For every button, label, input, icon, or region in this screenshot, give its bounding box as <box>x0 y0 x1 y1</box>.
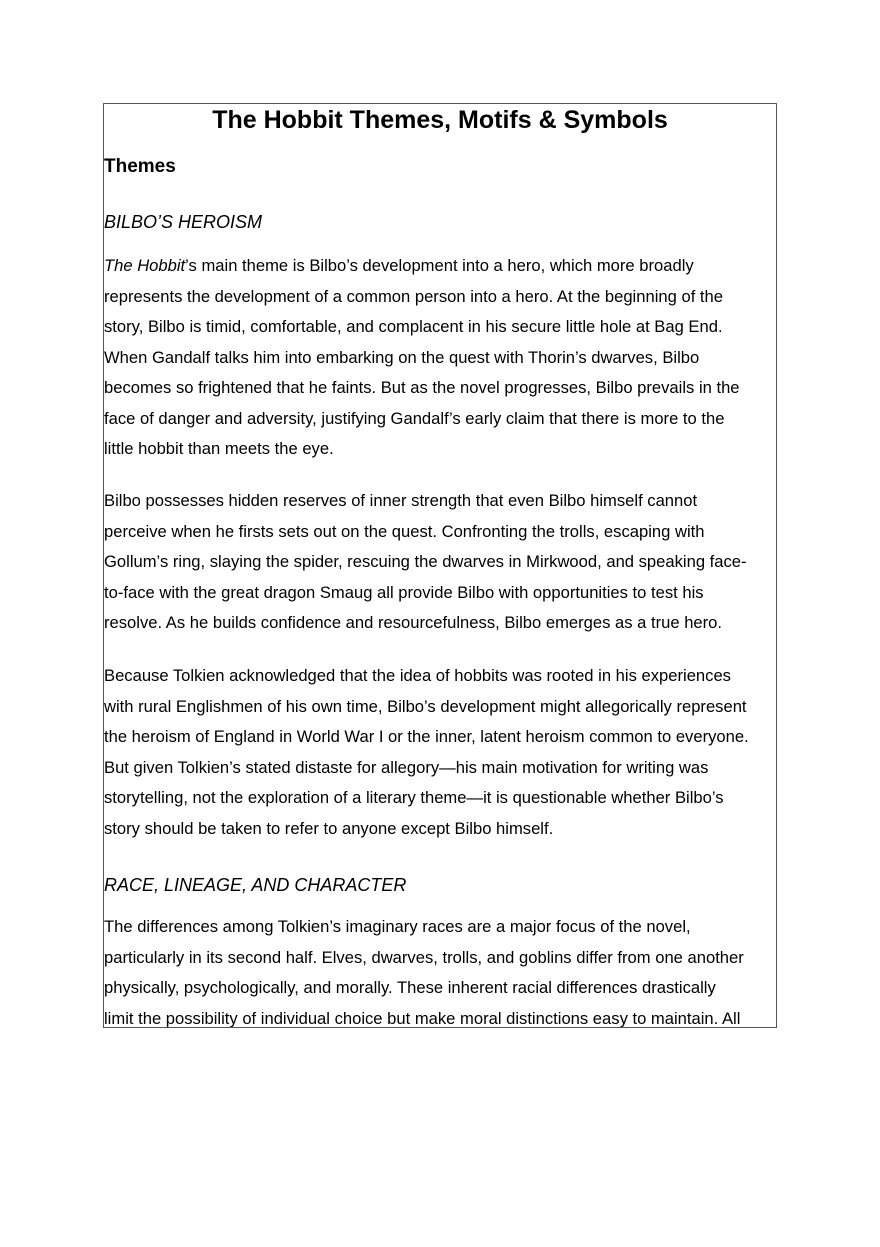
subheading-race-lineage: RACE, LINEAGE, AND CHARACTER <box>104 875 407 895</box>
paragraph-races <box>104 912 776 1028</box>
subheading-bilbos-heroism: BILBO’S HEROISM <box>104 212 263 232</box>
paragraph-line: The Hobbit’s main theme is Bilbo’s development into a hero, which more broadly <box>104 256 694 275</box>
paragraph-line: face of danger and adversity, justifying Gandalf’s early claim that there is more to the <box>104 408 725 428</box>
book-title-italic: The Hobbit <box>104 256 186 275</box>
paragraph-line: Because Tolkien acknowledged that the idea of hobbits was rooted in his experiences <box>104 666 731 685</box>
paragraph-tolkien-allegory <box>104 661 776 844</box>
section-heading-themes: Themes <box>104 156 176 177</box>
paragraph-line: perceive when he firsts sets out on the quest. Confronting the trolls, escaping with <box>104 521 705 541</box>
paragraph-line: story, Bilbo is timid, comfortable, and complacent in his secure little hole at Bag End. <box>104 317 723 336</box>
paragraph-line: When Gandalf talks him into embarking on the quest with Thorin’s dwarves, Bilbo <box>104 347 700 367</box>
paragraph-line: the heroism of England in World War I or the inner, latent heroism common to everyone. <box>104 727 749 746</box>
paragraph-line: represents the development of a common person into a hero. At the beginning of the <box>104 286 723 306</box>
paragraph-line: to-face with the great dragon Smaug all provide Bilbo with opportunities to test his <box>104 582 704 602</box>
paragraph-line: The differences among Tolkien’s imaginary races are a major focus of the novel, <box>104 917 691 936</box>
document-frame <box>103 103 777 1028</box>
paragraph-line: becomes so frightened that he faints. But as the novel progresses, Bilbo prevails in the <box>104 378 740 397</box>
paragraph-line: particularly in its second half. Elves, dwarves, trolls, and goblins differ from one another <box>104 947 744 967</box>
paragraph-line: Gollum’s ring, slaying the spider, rescuing the dwarves in Mirkwood, and speaking face- <box>104 552 747 571</box>
paragraph-line: physically, psychologically, and morally. These inherent racial differences drastically <box>104 978 716 997</box>
paragraph-line: Bilbo possesses hidden reserves of inner strength that even Bilbo himself cannot <box>104 491 698 510</box>
paragraph-inner-strength <box>104 486 776 639</box>
paragraph-line: resolve. As he builds confidence and resourcefulness, Bilbo emerges as a true hero. <box>104 613 723 632</box>
paragraph-line: little hobbit than meets the eye. <box>104 439 334 458</box>
paragraph-line: story should be taken to refer to anyone except Bilbo himself. <box>104 818 554 838</box>
paragraph-bilbo-development <box>104 251 776 465</box>
paragraph-line: storytelling, not the exploration of a literary theme—it is questionable whether Bilbo’s <box>104 788 724 807</box>
paragraph-line: But given Tolkien’s stated distaste for allegory—his main motivation for writing was <box>104 757 709 777</box>
document-title: The Hobbit Themes, Motifs & Symbols <box>212 106 668 134</box>
paragraph-line: limit the possibility of individual choice but make moral distinctions easy to maintain. All <box>104 1008 741 1028</box>
paragraph-line: with rural Englishmen of his own time, Bilbo’s development might allegorically represent <box>104 696 747 716</box>
